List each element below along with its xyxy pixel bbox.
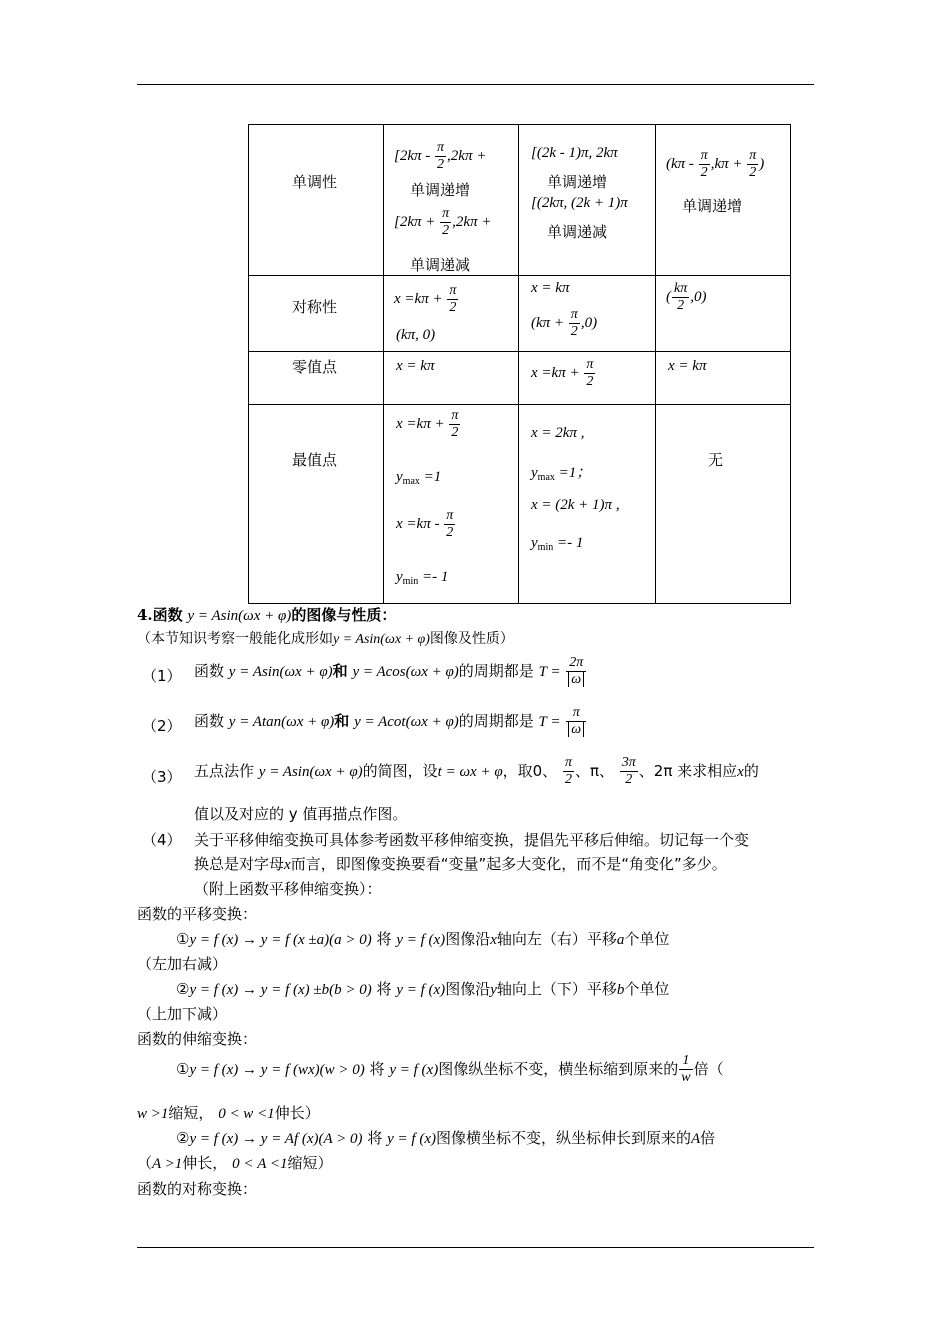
item-formula: y bbox=[490, 982, 497, 998]
period-fraction bbox=[566, 706, 586, 737]
item-text: 倍（ bbox=[693, 1060, 724, 1078]
table-cell bbox=[519, 276, 656, 352]
item-3 bbox=[194, 756, 759, 787]
translate-rule-1 bbox=[176, 928, 669, 949]
scale-title: 函数的伸缩变换： bbox=[137, 1030, 258, 1048]
item-formula: y = f (x) bbox=[387, 1131, 436, 1147]
item-text: 的简图，设 bbox=[362, 762, 438, 780]
fraction-numerator: 2π bbox=[566, 656, 586, 672]
item-formula: a bbox=[616, 932, 625, 948]
item-text: 将 bbox=[367, 1129, 383, 1147]
item-text: 和 bbox=[334, 712, 350, 730]
item-formula: y = f (x) → y = f (x ±a)(a > 0) bbox=[189, 932, 372, 948]
table-cell bbox=[656, 125, 791, 276]
item-formula: y = Acot(ωx + φ) bbox=[354, 714, 459, 730]
table-cell bbox=[519, 352, 656, 405]
cell-text: 单调递增 bbox=[410, 181, 471, 199]
fraction-numerator: 3π bbox=[621, 755, 636, 770]
item-text: 将 bbox=[376, 980, 392, 998]
item-formula: y = f (x) → y = f (x) ±b(b > 0) bbox=[189, 982, 372, 998]
formula: $y_{min} =- 1$ bbox=[531, 535, 584, 553]
item-formula: y = Atan(ωx + φ) bbox=[228, 714, 335, 730]
item-text: 五点法作 bbox=[194, 762, 255, 780]
fraction bbox=[679, 1054, 692, 1085]
row-label-cell bbox=[249, 125, 384, 276]
table-cell bbox=[656, 276, 791, 352]
property-table bbox=[248, 124, 791, 604]
item-text: 的 bbox=[743, 762, 759, 780]
item-text: 图像横坐标不变，纵坐标伸长到原来的 bbox=[435, 1129, 691, 1147]
item-formula: w >1 bbox=[137, 1106, 169, 1122]
item-formula: A >1 bbox=[152, 1156, 183, 1172]
row-label: 零值点 bbox=[292, 358, 338, 376]
item-formula: y = Asin(ωx + φ) bbox=[258, 764, 363, 780]
formula: x = kπ bbox=[668, 358, 707, 374]
item-text: 图像沿 bbox=[445, 930, 491, 948]
item-text: 伸长） bbox=[274, 1104, 320, 1122]
heading-text: 函数 bbox=[152, 606, 183, 624]
fraction-denominator: 2 bbox=[625, 772, 633, 787]
item-3-line2: 值以及对应的 y 值再描点作图。 bbox=[194, 805, 408, 823]
item-text: 函数 bbox=[194, 712, 225, 730]
item-4-line3: （附上函数平移伸缩变换）： bbox=[194, 880, 382, 898]
formula: (kπ + $\frac{\pi}{2}$ ,0) bbox=[531, 307, 598, 339]
item-text: 将 bbox=[369, 1060, 385, 1078]
formula: [(2kπ, (2k + 1)π bbox=[531, 195, 628, 211]
item-formula: x bbox=[284, 857, 291, 873]
item-text: ② bbox=[176, 980, 190, 998]
item-4-line1: 关于平移伸缩变换可具体参考函数平移伸缩变换，提倡先平移后伸缩。切记每一个变 bbox=[194, 831, 750, 849]
table-row bbox=[249, 276, 791, 352]
scale-note-1 bbox=[137, 1102, 320, 1123]
fraction-denominator: ω bbox=[568, 672, 584, 687]
footer-rule bbox=[137, 1247, 814, 1248]
row-label: 单调性 bbox=[292, 173, 338, 191]
table-cell bbox=[656, 352, 791, 405]
item-formula: t = ωx + φ bbox=[437, 764, 503, 780]
item-formula: A bbox=[691, 1131, 701, 1147]
item-text: 、π、 bbox=[574, 762, 614, 780]
formula: $y_{min} =- 1$ bbox=[396, 569, 449, 587]
item-text: ，取0、 bbox=[502, 762, 558, 780]
item-text: 、2π 来求相应 bbox=[638, 762, 738, 780]
item-text: 和 bbox=[332, 662, 348, 680]
fraction-denominator: 2 bbox=[564, 772, 572, 787]
row-label-cell bbox=[249, 276, 384, 352]
fraction-denominator: ω bbox=[568, 722, 584, 737]
cell-content bbox=[656, 125, 790, 275]
cell-text: 单调递减 bbox=[410, 256, 471, 274]
item-formula: b bbox=[616, 982, 625, 998]
table-row bbox=[249, 352, 791, 405]
item-text: 的周期都是 bbox=[458, 662, 534, 680]
formula: [(2k - 1)π, 2kπ bbox=[531, 145, 618, 161]
fraction bbox=[563, 756, 574, 787]
note-formula: y = Asin(ωx + φ) bbox=[333, 632, 430, 647]
item-formula: y = Acos(ωx + φ) bbox=[352, 664, 459, 680]
item-text: 轴向上（下）平移 bbox=[496, 980, 617, 998]
item-text: 个单位 bbox=[624, 930, 670, 948]
item-text: 换总是对字母 bbox=[194, 855, 285, 873]
item-formula: T = bbox=[538, 664, 561, 680]
table-cell bbox=[384, 125, 519, 276]
item-4-line2 bbox=[194, 853, 727, 874]
formula: x =kπ + $\frac{\pi}{2}$ bbox=[394, 283, 457, 315]
formula: x =kπ - $\frac{\pi}{2}$ bbox=[396, 508, 454, 540]
cell-text: 单调递减 bbox=[547, 223, 608, 241]
formula: x = (2k + 1)π , bbox=[531, 497, 620, 513]
cell-text: 单调递增 bbox=[547, 173, 608, 191]
translate-note-1: （左加右减） bbox=[137, 955, 228, 973]
table-cell bbox=[519, 405, 656, 604]
fraction-numerator: π bbox=[566, 706, 586, 722]
scale-note-2 bbox=[137, 1152, 332, 1173]
fraction-numerator: π bbox=[564, 755, 572, 770]
item-text: 倍 bbox=[700, 1129, 716, 1147]
row-label: 最值点 bbox=[292, 451, 338, 469]
item-formula: 0 < A <1 bbox=[232, 1156, 288, 1172]
heading-formula: y = Asin(ωx + φ) bbox=[187, 608, 292, 624]
heading-text: 的图像与性质： bbox=[291, 606, 397, 624]
scale-rule-1 bbox=[176, 1054, 724, 1085]
item-text: 个单位 bbox=[624, 980, 670, 998]
period-fraction bbox=[566, 656, 586, 687]
table-cell bbox=[384, 352, 519, 405]
table-cell bbox=[656, 405, 791, 604]
formula: $y_{max} =1$ bbox=[396, 469, 442, 487]
item-formula: y = f (x) → y = f (wx)(w > 0) bbox=[189, 1062, 365, 1078]
translate-rule-2 bbox=[176, 978, 669, 999]
symmetry-title: 函数的对称变换： bbox=[137, 1180, 258, 1198]
item-2 bbox=[194, 706, 587, 737]
formula: (kπ - $\frac{\pi}{2}$ ,kπ + $\frac{\pi}{2}$ ) bbox=[666, 148, 765, 180]
item-text: 图像纵坐标不变，横坐标缩到原来的 bbox=[438, 1060, 679, 1078]
item-number: （4） bbox=[142, 831, 182, 849]
item-text: 函数 bbox=[194, 662, 225, 680]
item-formula: 0 < w <1 bbox=[218, 1106, 275, 1122]
note-text: 图像及性质） bbox=[429, 631, 514, 647]
row-label-cell bbox=[249, 405, 384, 604]
fraction-denominator: w bbox=[681, 1070, 691, 1085]
section-heading bbox=[137, 604, 396, 625]
item-number: （2） bbox=[142, 717, 182, 735]
cell-text: 无 bbox=[708, 451, 724, 469]
item-formula: y = Asin(ωx + φ) bbox=[228, 664, 333, 680]
row-label: 对称性 bbox=[292, 298, 338, 316]
item-formula: y = f (x) bbox=[389, 1062, 439, 1078]
item-text: 的周期都是 bbox=[458, 712, 534, 730]
header-rule bbox=[137, 84, 814, 85]
heading-number: 4. bbox=[137, 606, 153, 624]
item-formula: T = bbox=[538, 714, 561, 730]
item-number: （3） bbox=[142, 768, 182, 786]
item-formula: y = f (x) bbox=[396, 932, 446, 948]
formula: x =kπ + $\frac{\pi}{2}$ bbox=[531, 357, 594, 389]
item-text: 缩短） bbox=[287, 1154, 333, 1172]
item-formula: x bbox=[490, 932, 497, 948]
table-cell bbox=[384, 276, 519, 352]
table-row bbox=[249, 405, 791, 604]
cell-content bbox=[384, 125, 518, 275]
item-text: 伸长， bbox=[182, 1154, 228, 1172]
item-formula: y = f (x) → y = Af (x)(A > 0) bbox=[189, 1131, 363, 1147]
formula: $y_{max} =1$； bbox=[531, 465, 592, 483]
formula: x =kπ + $\frac{\pi}{2}$ bbox=[396, 408, 459, 440]
scale-rule-2 bbox=[176, 1127, 715, 1148]
item-text: （ bbox=[137, 1154, 153, 1172]
section-note bbox=[137, 628, 514, 648]
formula: [2kπ - $\frac{\pi}{2}$ ,2kπ + bbox=[394, 140, 487, 172]
table-cell bbox=[384, 405, 519, 604]
item-text: ② bbox=[176, 1129, 190, 1147]
item-formula: y = f (x) bbox=[396, 982, 446, 998]
item-text: 而言，即图像变换要看“变量”起多大变化，而不是“角变化”多少。 bbox=[290, 855, 727, 873]
formula: (kπ, 0) bbox=[396, 327, 436, 343]
cell-text: 单调递增 bbox=[682, 197, 743, 215]
fraction bbox=[620, 756, 638, 787]
fraction-numerator: 1 bbox=[679, 1054, 692, 1070]
item-text: ① bbox=[176, 930, 190, 948]
item-text: 图像沿 bbox=[445, 980, 491, 998]
formula: x = kπ bbox=[396, 358, 435, 374]
translate-note-2: （上加下减） bbox=[137, 1005, 228, 1023]
cell-content bbox=[519, 125, 655, 275]
row-label-cell bbox=[249, 352, 384, 405]
item-formula: x bbox=[737, 764, 744, 780]
note-text: （本节知识考察一般能化成形如 bbox=[137, 631, 333, 647]
item-number: （1） bbox=[142, 667, 182, 685]
formula: x = 2kπ , bbox=[531, 425, 585, 441]
item-text: ① bbox=[176, 1060, 190, 1078]
item-text: 缩短， bbox=[168, 1104, 214, 1122]
item-text: 将 bbox=[376, 930, 392, 948]
table-cell bbox=[519, 125, 656, 276]
table-row bbox=[249, 125, 791, 276]
item-text: 轴向左（右）平移 bbox=[496, 930, 617, 948]
formula: ( $\frac{k\pi}{2}$ ,0) bbox=[666, 281, 707, 313]
translate-title: 函数的平移变换： bbox=[137, 905, 258, 923]
item-1 bbox=[194, 656, 587, 687]
formula: x = kπ bbox=[531, 280, 570, 296]
formula: [2kπ + $\frac{\pi}{2}$ ,2kπ + bbox=[394, 206, 492, 238]
